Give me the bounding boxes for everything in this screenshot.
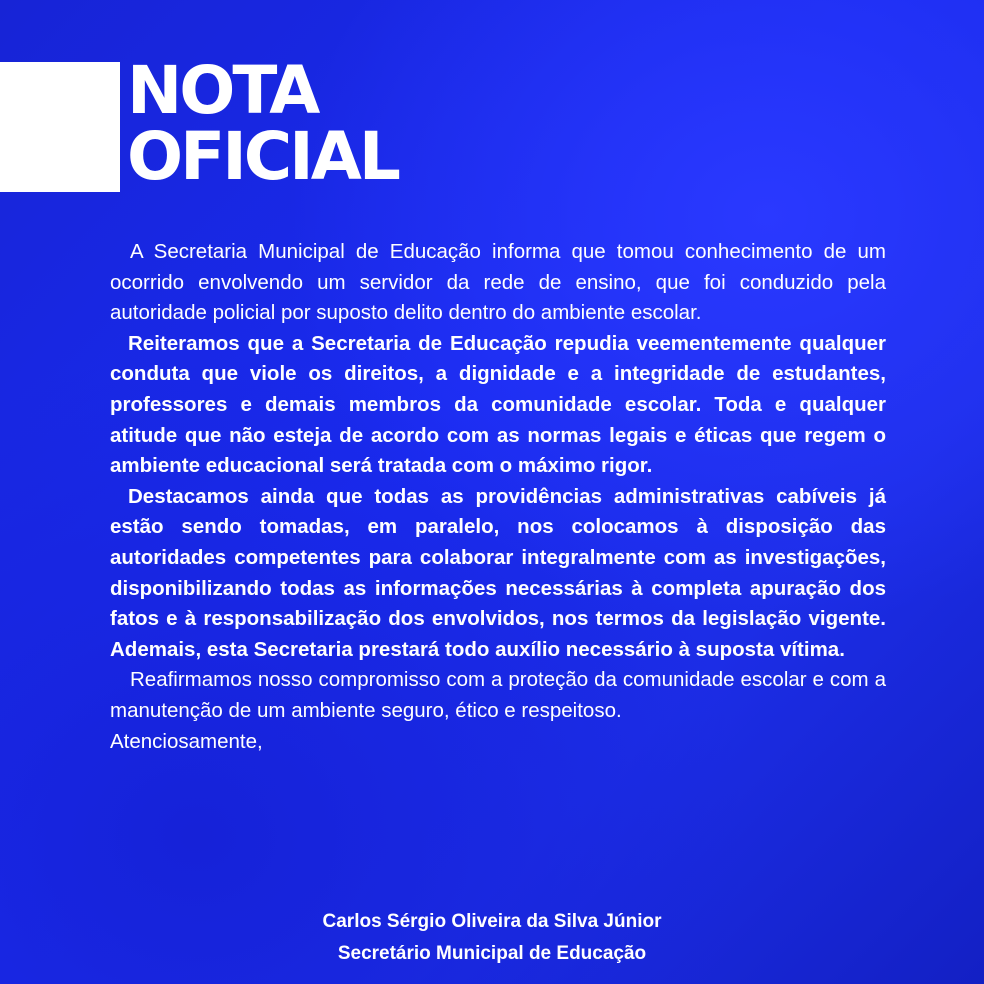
signatory-name: Carlos Sérgio Oliveira da Silva Júnior bbox=[322, 911, 662, 932]
paragraph-commitment: Reafirmamos nosso compromisso com a proteção da comunidade escolar e com a manutenção de um ambiente seguro, ético e respeitoso. bbox=[110, 668, 886, 722]
statement-body bbox=[110, 237, 886, 757]
paragraph-intro: A Secretaria Municipal de Educação informa que tomou conhecimento de um ocorrido envolvendo um servidor da rede de ensino, que foi conduzido pela autoridade policial por suposto delito dentro do ambiente escolar. bbox=[110, 240, 886, 325]
decorative-white-block bbox=[0, 62, 120, 192]
signatory-role: Secretário Municipal de Educação bbox=[337, 943, 647, 964]
title-line-1: NOTA bbox=[127, 52, 318, 129]
paragraph-repudiation: Reiteramos que a Secretaria de Educação repudia veementemente qualquer conduta que viole os direitos, a dignidade e a integridade de estudantes, professores e demais membros da comunidade escolar. Toda e qualquer atitude que não esteja de acordo com as normas legais e éticas que regem o ambiente educacional será tratada com o máximo rigor. bbox=[110, 331, 886, 478]
title-line-2: OFICIAL bbox=[127, 118, 398, 195]
page-title bbox=[127, 52, 398, 195]
closing-salutation: Atenciosamente, bbox=[110, 729, 263, 753]
paragraph-measures: Destacamos ainda que todas as providências administrativas cabíveis já estão sendo tomadas, em paralelo, nos colocamos à disposição das autoridades competentes para colaborar integralmente com as investigações, disponibilizando todas as informações necessárias à completa apuração dos fatos e à responsabilização dos envolvidos, nos termos da legislação vigente. Ademais, esta Secretaria prestará todo auxílio necessário à suposta vítima. bbox=[110, 484, 886, 661]
signature-block bbox=[0, 906, 984, 970]
